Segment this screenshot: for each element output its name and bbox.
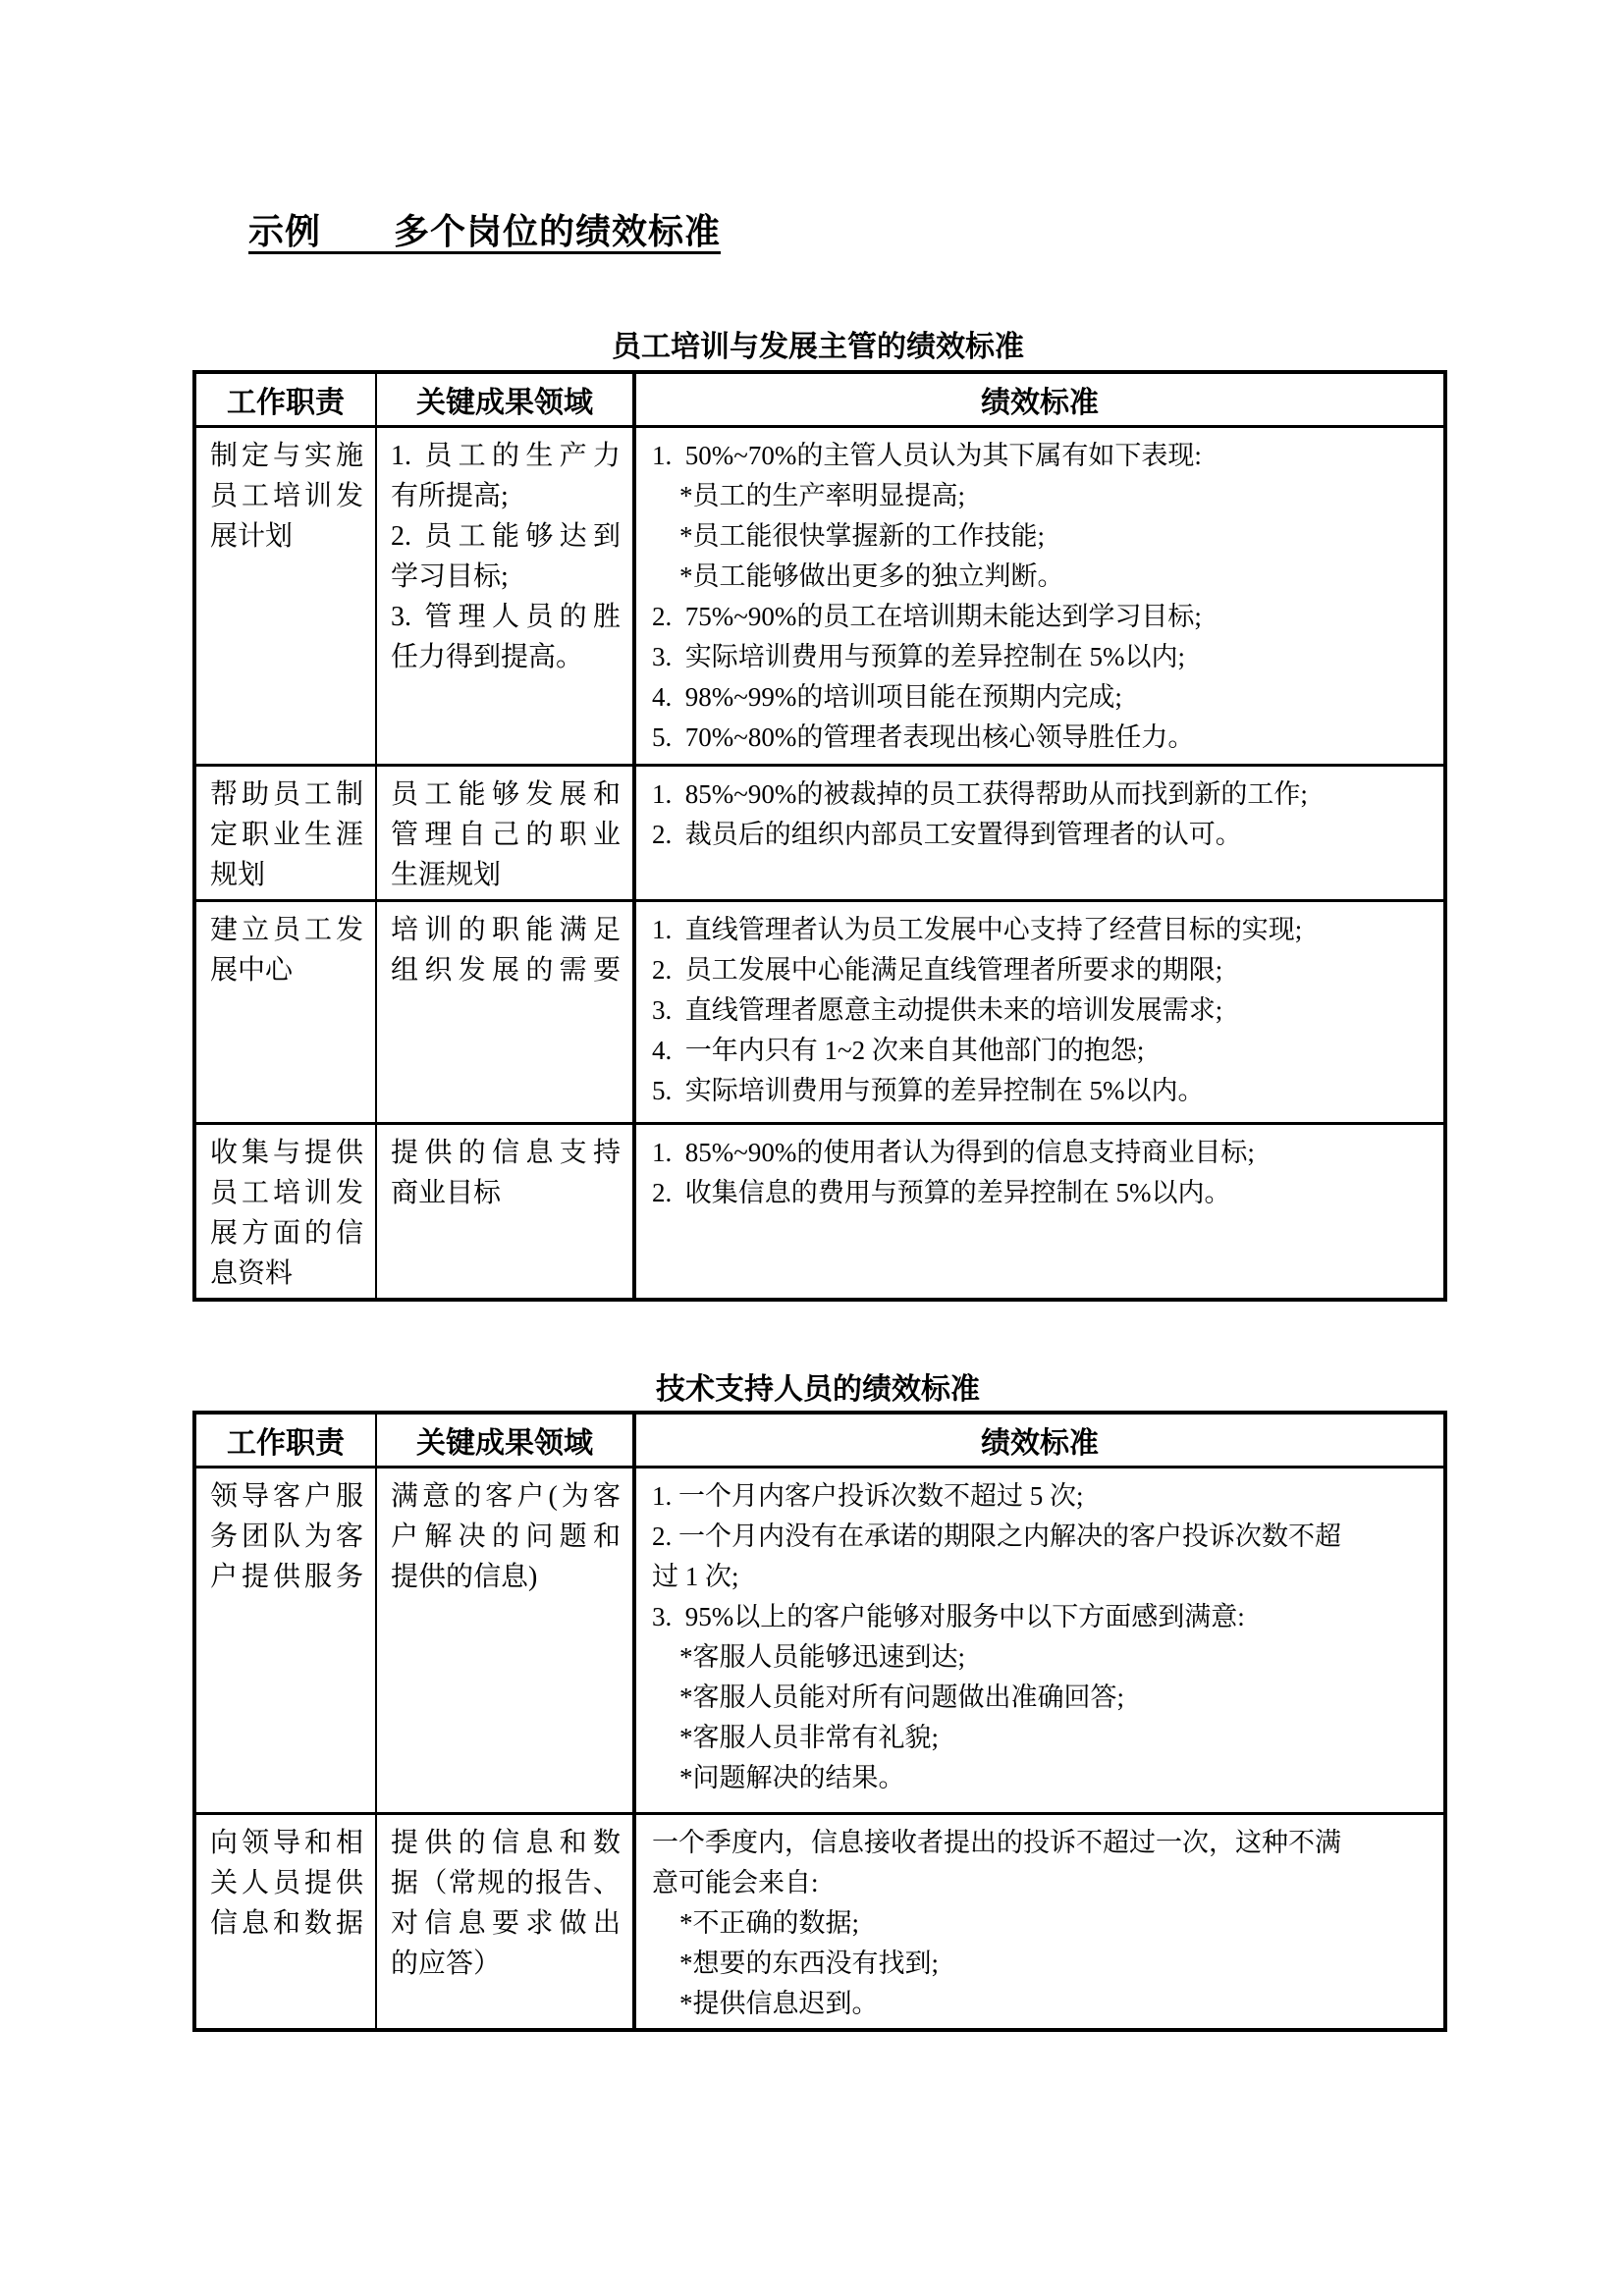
cell-line: 一个季度内，信息接收者提出的投诉不超过一次，这种不满	[652, 1827, 1341, 1857]
cell-line: 展方面的信	[210, 1217, 363, 1249]
cell-line: 息资料	[210, 1257, 294, 1289]
cell-line: 1. 85%~90%的使用者认为得到的信息支持商业目标;	[652, 1137, 1255, 1167]
cell-standard	[634, 765, 1445, 900]
cell-key-result	[376, 765, 634, 900]
cell-line: 培训的职能满足	[391, 914, 621, 945]
table-tech-support	[192, 1411, 1447, 2032]
cell-line: 1. 直线管理者认为员工发展中心支持了经营目标的实现;	[652, 914, 1303, 944]
cell-line: 关人员提供	[210, 1867, 363, 1898]
cell-line: 2. 员工能够达到	[391, 520, 621, 552]
cell-line: 1. 员工的生产力	[391, 440, 621, 471]
cell-line: 满意的客户(为客	[391, 1480, 621, 1512]
table-header-row	[194, 372, 1445, 426]
cell-duty	[194, 1123, 376, 1300]
table-training-supervisor	[192, 370, 1447, 1302]
cell-line: 1. 50%~70%的主管人员认为其下属有如下表现:	[652, 440, 1202, 470]
cell-line: *员工能够做出更多的独立判断。	[679, 561, 1064, 591]
cell-line: 商业目标	[391, 1177, 502, 1208]
cell-line: 管理自己的职业	[391, 819, 621, 850]
cell-line: *客服人员非常有礼貌;	[679, 1722, 940, 1752]
table-row	[194, 1467, 1445, 1813]
cell-line: 1. 一个月内客户投诉次数不超过 5 次;	[652, 1480, 1084, 1511]
cell-line: 3. 实际培训费用与预算的差异控制在 5%以内;	[652, 641, 1185, 671]
table-row	[194, 426, 1445, 765]
cell-line: 学习目标;	[391, 561, 509, 592]
cell-standard	[634, 1813, 1445, 2030]
table1-caption: 员工培训与发展主管的绩效标准	[612, 331, 1024, 363]
column-header-key-result: 关键成果领域	[376, 372, 634, 426]
cell-line: 展中心	[210, 954, 294, 986]
cell-line: 户解决的问题和	[391, 1521, 621, 1552]
cell-line: 规划	[210, 859, 266, 890]
cell-standard	[634, 426, 1445, 765]
cell-line: 建立员工发	[210, 914, 363, 945]
cell-line: 任力得到提高。	[391, 641, 584, 672]
column-header-key-result: 关键成果领域	[376, 1413, 634, 1467]
cell-line: 2. 收集信息的费用与预算的差异控制在 5%以内。	[652, 1177, 1231, 1207]
cell-standard	[634, 900, 1445, 1123]
cell-line: 对信息要求做出	[391, 1907, 621, 1939]
column-header-duty: 工作职责	[194, 372, 376, 426]
cell-line: 2. 一个月内没有在承诺的期限之内解决的客户投诉次数不超	[652, 1521, 1341, 1551]
cell-line: 帮助员工制	[210, 778, 363, 810]
column-header-standard: 绩效标准	[634, 372, 1445, 426]
cell-line: 收集与提供	[210, 1137, 363, 1168]
cell-line: 信息和数据	[210, 1907, 363, 1939]
cell-key-result	[376, 900, 634, 1123]
cell-line: 2. 裁员后的组织内部员工安置得到管理者的认可。	[652, 819, 1242, 849]
cell-line: 2. 员工发展中心能满足直线管理者所要求的期限;	[652, 954, 1223, 985]
cell-line: *问题解决的结果。	[679, 1762, 905, 1792]
cell-line: 提供的信息)	[391, 1561, 538, 1592]
cell-key-result	[376, 426, 634, 765]
cell-key-result	[376, 1813, 634, 2030]
cell-line: 2. 75%~90%的员工在培训期未能达到学习目标;	[652, 601, 1202, 631]
cell-line: 5. 实际培训费用与预算的差异控制在 5%以内。	[652, 1075, 1205, 1105]
cell-duty	[194, 900, 376, 1123]
cell-duty	[194, 765, 376, 900]
table2-caption: 技术支持人员的绩效标准	[656, 1373, 980, 1406]
cell-line: 务团队为客	[210, 1521, 363, 1552]
cell-line: 意可能会来自:	[652, 1867, 819, 1897]
cell-line: 过 1 次;	[652, 1561, 739, 1591]
cell-duty	[194, 1813, 376, 2030]
table-header-row	[194, 1413, 1445, 1467]
cell-line: 3. 95%以上的客户能够对服务中以下方面感到满意:	[652, 1601, 1245, 1631]
cell-standard	[634, 1467, 1445, 1813]
document-title: 示例 多个岗位的绩效标准	[248, 211, 722, 251]
cell-line: 提供的信息支持	[391, 1137, 621, 1168]
table-row	[194, 765, 1445, 900]
cell-line: 定职业生涯	[210, 819, 363, 850]
cell-line: 员工能够发展和	[391, 778, 621, 810]
cell-line: 4. 98%~99%的培训项目能在预期内完成;	[652, 681, 1122, 712]
column-header-standard: 绩效标准	[634, 1413, 1445, 1467]
cell-line: 有所提高;	[391, 480, 509, 511]
cell-key-result	[376, 1123, 634, 1300]
cell-line: 制定与实施	[210, 440, 363, 471]
cell-duty	[194, 1467, 376, 1813]
cell-line: 员工培训发	[210, 1177, 363, 1208]
cell-line: 展计划	[210, 520, 294, 552]
column-header-duty: 工作职责	[194, 1413, 376, 1467]
cell-line: 生涯规划	[391, 859, 502, 890]
cell-line: *提供信息迟到。	[679, 1988, 879, 2018]
cell-line: 的应答）	[391, 1948, 502, 1979]
cell-standard	[634, 1123, 1445, 1300]
cell-line: 1. 85%~90%的被裁掉的员工获得帮助从而找到新的工作;	[652, 778, 1308, 809]
cell-line: 员工培训发	[210, 480, 363, 511]
cell-line: 提供的信息和数	[391, 1827, 621, 1858]
cell-line: 3. 管理人员的胜	[391, 601, 621, 632]
cell-line: 户提供服务	[210, 1561, 363, 1592]
cell-key-result	[376, 1467, 634, 1813]
cell-duty	[194, 426, 376, 765]
cell-line: *客服人员能对所有问题做出准确回答;	[679, 1682, 1125, 1712]
cell-line: *不正确的数据;	[679, 1907, 860, 1938]
cell-line: 据（常规的报告、	[391, 1867, 621, 1898]
table-row	[194, 1123, 1445, 1300]
table-row	[194, 1813, 1445, 2030]
table-row	[194, 900, 1445, 1123]
cell-line: 领导客户服	[210, 1480, 363, 1512]
cell-line: 4. 一年内只有 1~2 次来自其他部门的抱怨;	[652, 1035, 1145, 1065]
cell-line: *客服人员能够迅速到达;	[679, 1641, 966, 1672]
cell-line: 3. 直线管理者愿意主动提供未来的培训发展需求;	[652, 994, 1223, 1025]
cell-line: 5. 70%~80%的管理者表现出核心领导胜任力。	[652, 721, 1195, 752]
cell-line: 向领导和相	[210, 1827, 363, 1858]
cell-line: *员工能很快掌握新的工作技能;	[679, 520, 1046, 551]
cell-line: *想要的东西没有找到;	[679, 1948, 940, 1978]
cell-line: 组织发展的需要	[391, 954, 621, 986]
cell-line: *员工的生产率明显提高;	[679, 480, 966, 510]
